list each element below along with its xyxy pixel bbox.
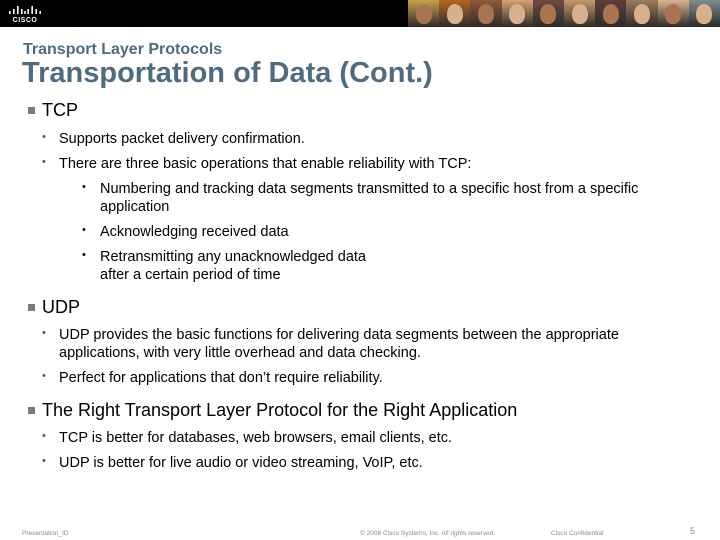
header-photo (689, 0, 720, 27)
header-photo-strip (408, 0, 720, 27)
cisco-logo (8, 4, 42, 24)
footer-presentation-id: Presentation_ID (22, 530, 69, 537)
bullet-icon: • (82, 249, 86, 261)
list-item: UDP provides the basic functions for delivering data segments between the appropriate applications, with very little overhead and data checking. (59, 327, 619, 361)
bullet-icon: • (82, 181, 86, 193)
slide-title: Transportation of Data (Cont.) (22, 57, 433, 89)
header-photo (408, 0, 439, 27)
person-face-icon (478, 4, 494, 24)
bullet-icon: • (82, 224, 86, 236)
list-item: UDP is better for live audio or video streaming, VoIP, etc. (59, 455, 423, 471)
person-face-icon (665, 4, 681, 24)
bullet-icon: • (42, 156, 46, 168)
sub-list-item: Retransmitting any unacknowledged data after a certain period of time (100, 249, 366, 283)
bullet-icon: • (42, 131, 46, 143)
sub-list-item: Acknowledging received data (100, 224, 289, 240)
header-photo (626, 0, 657, 27)
header-photo (439, 0, 470, 27)
header-photo (564, 0, 595, 27)
list-item: TCP is better for databases, web browsers, email clients, etc. (59, 430, 453, 446)
sub-list-item: Numbering and tracking data segments transmitted to a specific host from a specific application (100, 181, 639, 215)
header-photo (658, 0, 689, 27)
header-photo (595, 0, 626, 27)
section-heading-tcp: TCP (42, 100, 78, 120)
person-face-icon (634, 4, 650, 24)
list-item: Supports packet delivery confirmation. (59, 131, 305, 147)
list-item: There are three basic operations that enable reliability with TCP: (59, 156, 472, 172)
section-heading-right-protocol: The Right Transport Layer Protocol for the Right Application (42, 400, 518, 420)
section-heading-udp: UDP (42, 297, 81, 317)
person-face-icon (416, 4, 432, 24)
footer-copyright: © 2008 Cisco Systems, Inc. All rights reserved. (360, 530, 496, 537)
top-banner (0, 0, 720, 27)
bullet-icon: • (42, 370, 46, 382)
header-photo (533, 0, 564, 27)
header-photo (502, 0, 533, 27)
bullet-icon: • (42, 327, 46, 339)
person-face-icon (447, 4, 463, 24)
header-photo (470, 0, 501, 27)
bullet-icon: • (42, 430, 46, 442)
person-face-icon (509, 4, 525, 24)
slide-subtitle: Transport Layer Protocols (23, 41, 223, 58)
person-face-icon (572, 4, 588, 24)
person-face-icon (696, 4, 712, 24)
list-item: Perfect for applications that don’t require reliability. (59, 370, 383, 386)
person-face-icon (540, 4, 556, 24)
cisco-logo-text: CISCO (12, 17, 38, 24)
person-face-icon (603, 4, 619, 24)
section-bullet-icon (28, 407, 35, 414)
page-number: 5 (690, 526, 696, 536)
cisco-bridge-icon (8, 5, 42, 17)
footer-confidential: Cisco Confidential (551, 530, 604, 537)
section-bullet-icon (28, 107, 35, 114)
section-bullet-icon (28, 304, 35, 311)
bullet-icon: • (42, 455, 46, 467)
